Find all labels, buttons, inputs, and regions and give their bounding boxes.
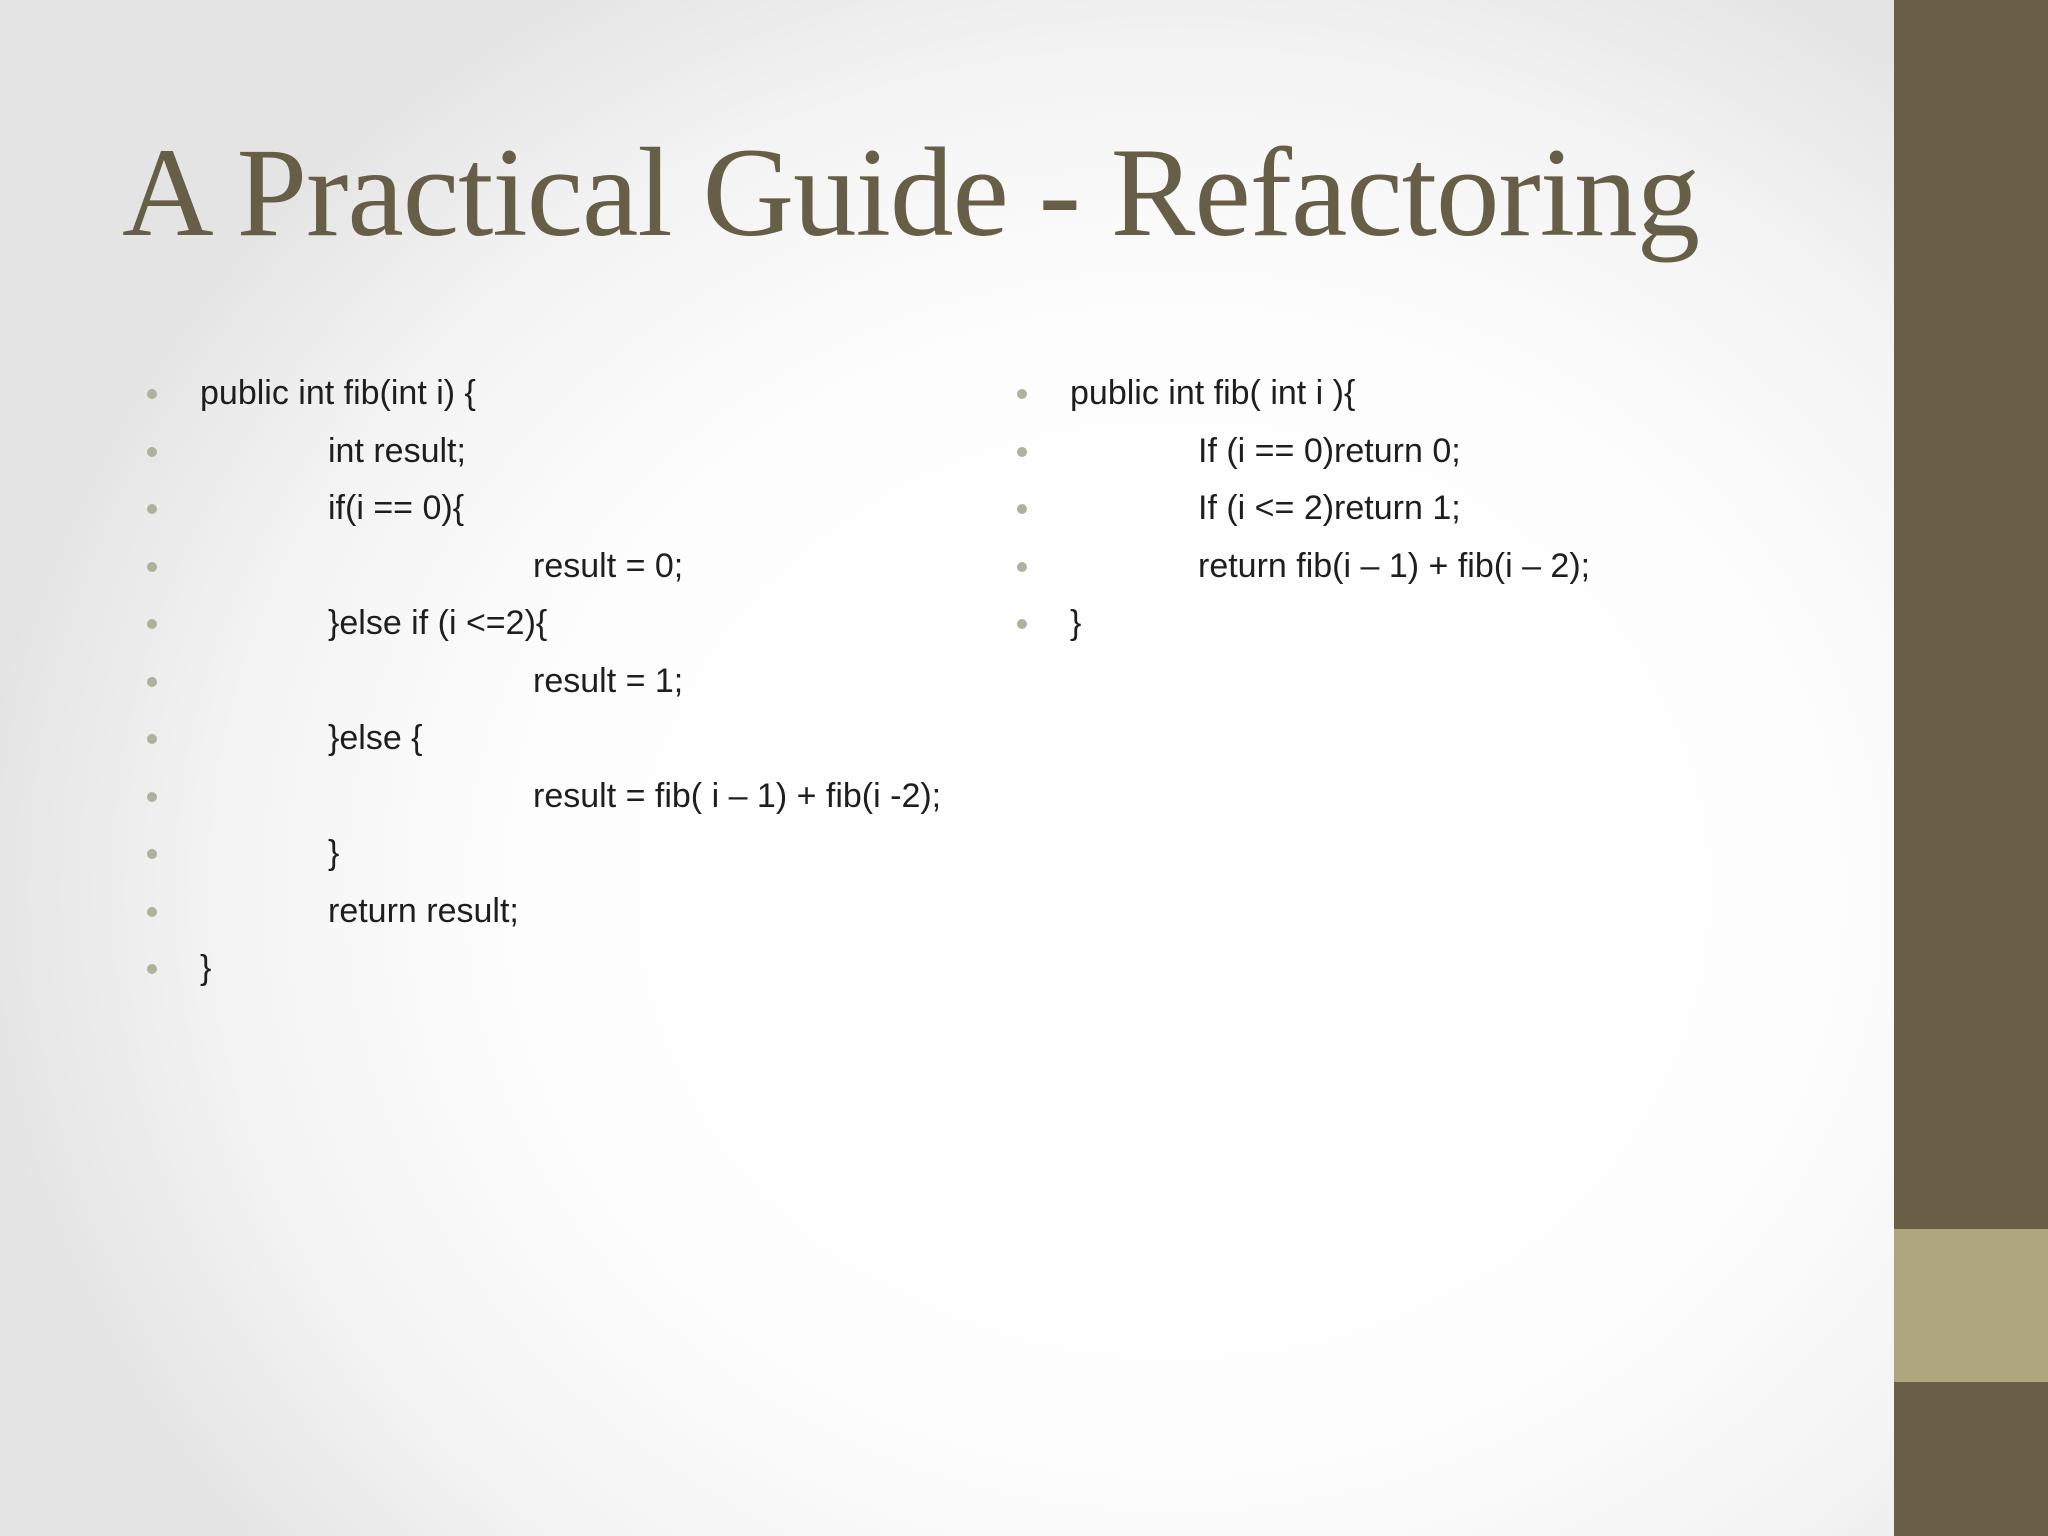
- bullet-icon: [147, 619, 157, 629]
- code-line: }: [1070, 604, 1082, 642]
- code-line: int result;: [328, 431, 466, 470]
- side-accent-block: [1894, 1229, 2048, 1382]
- bullet-icon: [147, 734, 157, 744]
- bullet-icon: [1017, 447, 1027, 457]
- bullet-icon: [1017, 504, 1027, 514]
- bullet-icon: [147, 562, 157, 572]
- code-line: }else if (i <=2){: [328, 604, 548, 642]
- code-line: return result;: [328, 891, 519, 930]
- code-line: If (i <= 2)return 1;: [1198, 489, 1461, 527]
- bullet-icon: [1017, 619, 1027, 629]
- code-line: result = fib( i – 1) + fib(i -2);: [533, 776, 942, 815]
- code-line: public int fib( int i ){: [1070, 374, 1356, 412]
- code-line: If (i == 0)return 0;: [1198, 431, 1461, 470]
- slide-title: A Practical Guide - Refactoring: [122, 123, 1700, 263]
- bullet-icon: [147, 389, 157, 399]
- code-line: }: [200, 949, 212, 987]
- code-line: }else {: [328, 719, 423, 757]
- bullet-icon: [147, 849, 157, 859]
- code-line: public int fib(int i) {: [200, 374, 476, 412]
- code-line: result = 1;: [533, 661, 684, 700]
- code-line: if(i == 0){: [328, 489, 465, 527]
- bullet-icon: [147, 907, 157, 917]
- bullet-icon: [147, 504, 157, 514]
- code-line: result = 0;: [533, 546, 684, 585]
- bullet-icon: [1017, 389, 1027, 399]
- code-line: }: [328, 834, 340, 872]
- code-line: return fib(i – 1) + fib(i – 2);: [1198, 546, 1591, 585]
- bullet-icon: [147, 792, 157, 802]
- bullet-icon: [147, 447, 157, 457]
- bullet-icon: [1017, 562, 1027, 572]
- bullet-icon: [147, 964, 157, 974]
- bullet-icon: [147, 677, 157, 687]
